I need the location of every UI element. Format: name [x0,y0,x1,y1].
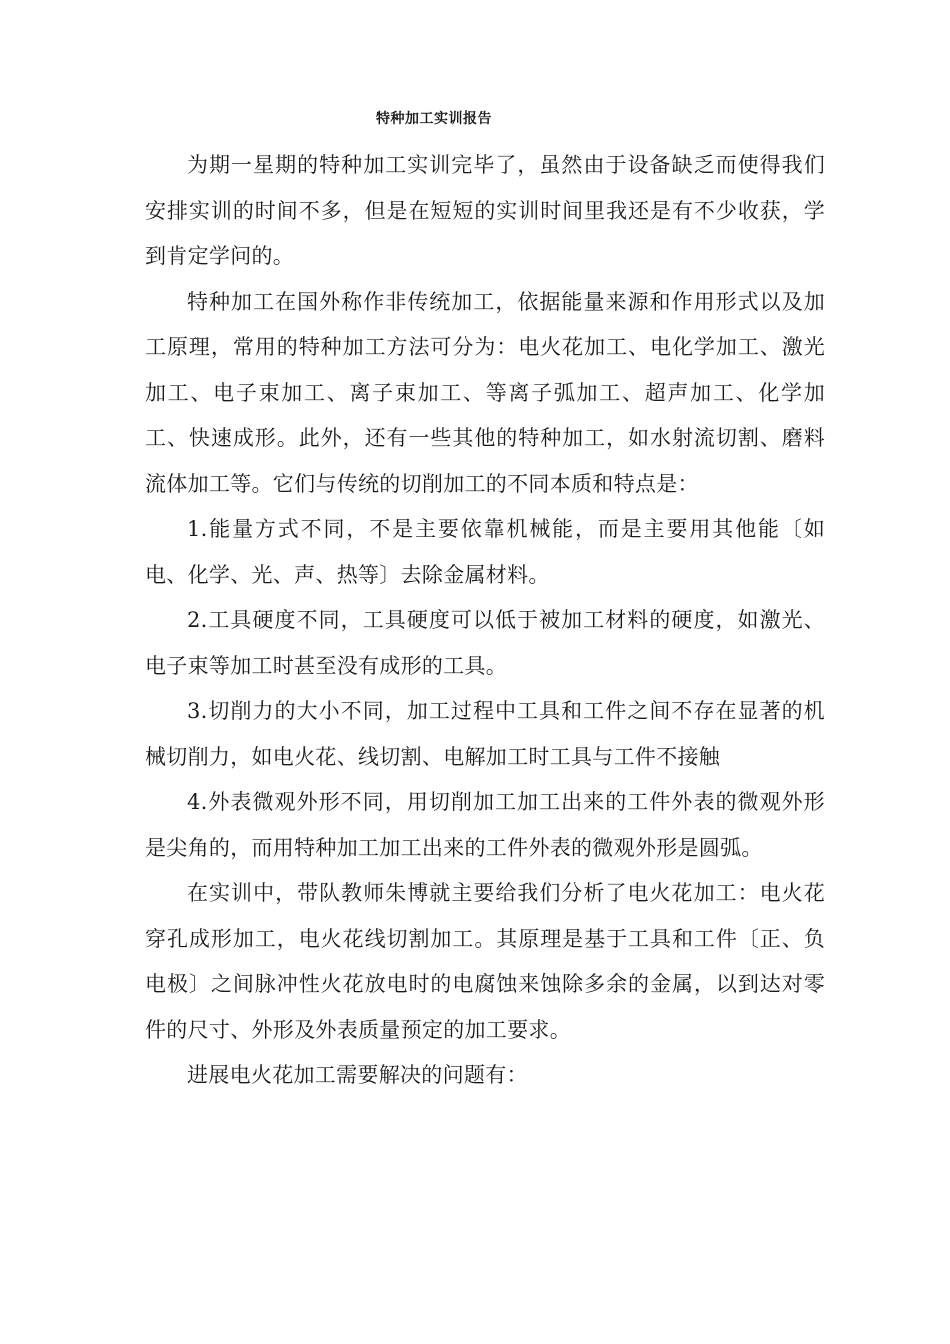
paragraph-problems: 进展电火花加工需要解决的问题有： [187,1063,528,1087]
document-body [145,143,825,1099]
paragraph-definition: 特种加工在国外称作非传统加工，依据能量来源和作用形式以及加工原理，常用的特种加工方法可分为：电火花加工、电化学加工、激光加工、电子束加工、离子束加工、等离子弧加工、超声加工、化学加工、快速成形。此外，还有一些其他的特种加工，如水射流切割、磨料流体加工等。它们与传统的切削加工的不同本质和特点是： [145,289,825,496]
paragraph-point-4: 4.外表微观外形不同，用切削加工加工出来的工件外表的微观外形是尖角的，而用特种加工加工出来的工件外表的微观外形是圆弧。 [145,790,825,860]
document-title: 特种加工实训报告 [376,111,492,127]
paragraph-point-2: 2.工具硬度不同，工具硬度可以低于被加工材料的硬度，如激光、电子束等加工时甚至没有成形的工具。 [145,608,825,678]
paragraph-intro: 为期一星期的特种加工实训完毕了，虽然由于设备缺乏而使得我们安排实训的时间不多，但是在短短的实训时间里我还是有不少收获，学到肯定学问的。 [145,153,825,268]
paragraph-point-1: 1.能量方式不同，不是主要依靠机械能，而是主要用其他能〔如电、化学、光、声、热等〕去除金属材料。 [145,517,825,587]
paragraph-point-3: 3.切削力的大小不同，加工过程中工具和工件之间不存在显著的机械切削力，如电火花、线切割、电解加工时工具与工件不接触 [145,699,825,769]
paragraph-edm: 在实训中，带队教师朱博就主要给我们分析了电火花加工：电火花穿孔成形加工，电火花线切割加工。其原理是基于工具和工件〔正、负电极〕之间脉冲性火花放电时的电腐蚀来蚀除多余的金属，以到达对零件的尺寸、外形及外表质量预定的加工要求。 [145,881,825,1042]
